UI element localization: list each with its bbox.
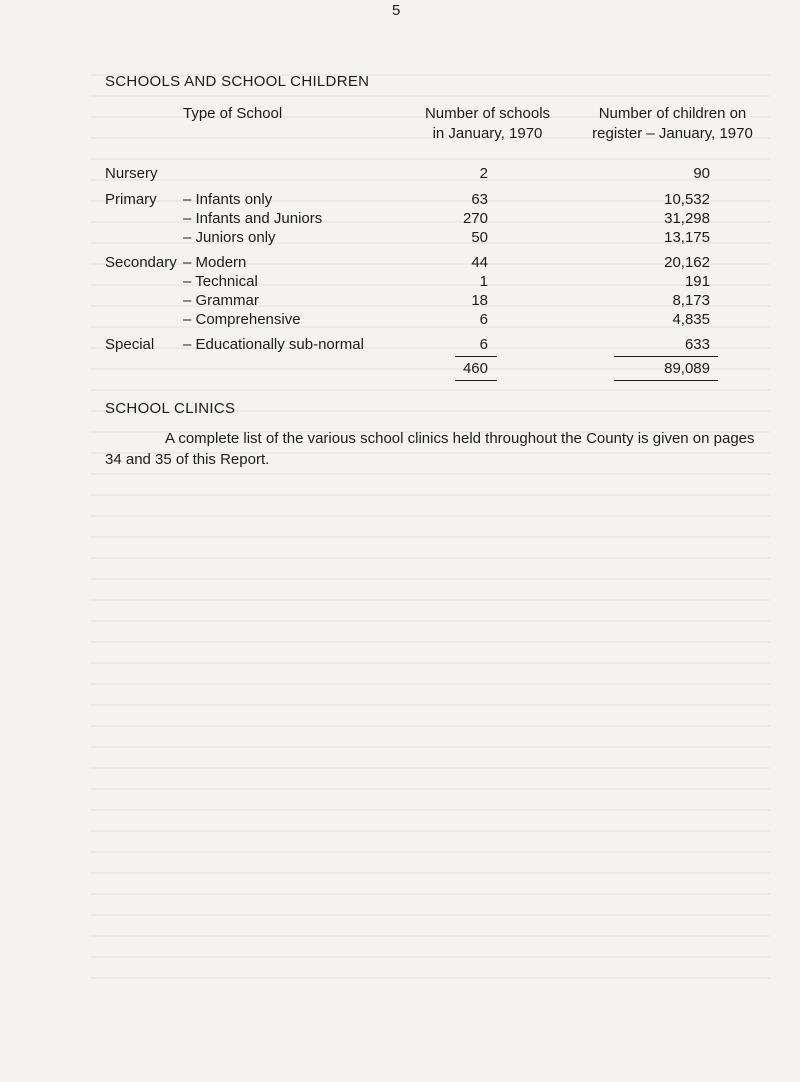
total-rule-schools-bottom xyxy=(455,380,497,381)
row-children: 10,532 xyxy=(664,191,710,208)
row-schools: 6 xyxy=(479,311,488,328)
total-rule-children-top xyxy=(614,356,718,357)
row-schools: 18 xyxy=(471,292,488,309)
section-heading-clinics: SCHOOL CLINICS xyxy=(105,400,236,417)
row-schools: 50 xyxy=(471,229,488,246)
row-subtype: – Educationally sub-normal xyxy=(183,336,364,353)
row-schools: 1 xyxy=(479,273,488,290)
row-children: 20,162 xyxy=(664,254,710,271)
row-subtype: – Infants and Juniors xyxy=(183,210,323,227)
column-header-children-line2: register – January, 1970 xyxy=(592,125,753,142)
row-subtype: – Juniors only xyxy=(183,229,276,246)
row-schools: 270 xyxy=(462,210,488,227)
column-header-schools-line1: Number of schools xyxy=(424,105,551,122)
column-header-schools xyxy=(420,104,555,144)
row-children: 31,298 xyxy=(664,210,710,227)
row-category: Primary xyxy=(105,191,157,208)
column-header-type: Type of School xyxy=(183,105,283,122)
page-number: 5 xyxy=(392,2,401,19)
row-children: 8,173 xyxy=(672,292,710,309)
table-row-secondary-modern xyxy=(0,254,800,274)
table-row-nursery xyxy=(0,165,800,185)
table-row-secondary-grammar xyxy=(0,292,800,312)
row-children: 191 xyxy=(684,273,710,290)
table-row-special xyxy=(0,336,800,356)
total-rule-schools-top xyxy=(455,356,497,357)
section-heading-schools: SCHOOLS AND SCHOOL CHILDREN xyxy=(105,73,370,90)
row-subtype: – Grammar xyxy=(183,292,259,309)
row-children: 13,175 xyxy=(664,229,710,246)
row-subtype: – Modern xyxy=(183,254,247,271)
clinics-paragraph: A complete list of the various school clinics held throughout the County is given on pages 34 and 35 of this Report. xyxy=(105,430,755,468)
row-schools: 44 xyxy=(471,254,488,271)
table-row-primary-infants-juniors xyxy=(0,210,800,230)
row-children: 4,835 xyxy=(672,311,710,328)
table-row-secondary-technical xyxy=(0,273,800,293)
total-rule-children-bottom xyxy=(614,380,718,381)
column-header-children-line1: Number of children on xyxy=(598,105,747,122)
row-schools: 63 xyxy=(471,191,488,208)
row-subtype: – Comprehensive xyxy=(183,311,301,328)
row-schools: 6 xyxy=(479,336,488,353)
row-subtype: – Infants only xyxy=(183,191,273,208)
row-schools: 2 xyxy=(479,165,488,182)
row-subtype: – Technical xyxy=(183,273,258,290)
total-schools: 460 xyxy=(462,360,488,377)
column-header-children xyxy=(585,104,760,144)
row-category: Special xyxy=(105,336,155,353)
total-children: 89,089 xyxy=(664,360,710,377)
table-row-primary-juniors xyxy=(0,229,800,249)
row-category: Nursery xyxy=(105,165,158,182)
row-children: 633 xyxy=(684,336,710,353)
table-row-primary-infants xyxy=(0,191,800,211)
row-children: 90 xyxy=(693,165,710,182)
column-header-schools-line2: in January, 1970 xyxy=(432,125,543,142)
table-row-totals xyxy=(0,360,800,380)
table-row-secondary-comprehensive xyxy=(0,311,800,331)
row-category: Secondary xyxy=(105,254,177,271)
